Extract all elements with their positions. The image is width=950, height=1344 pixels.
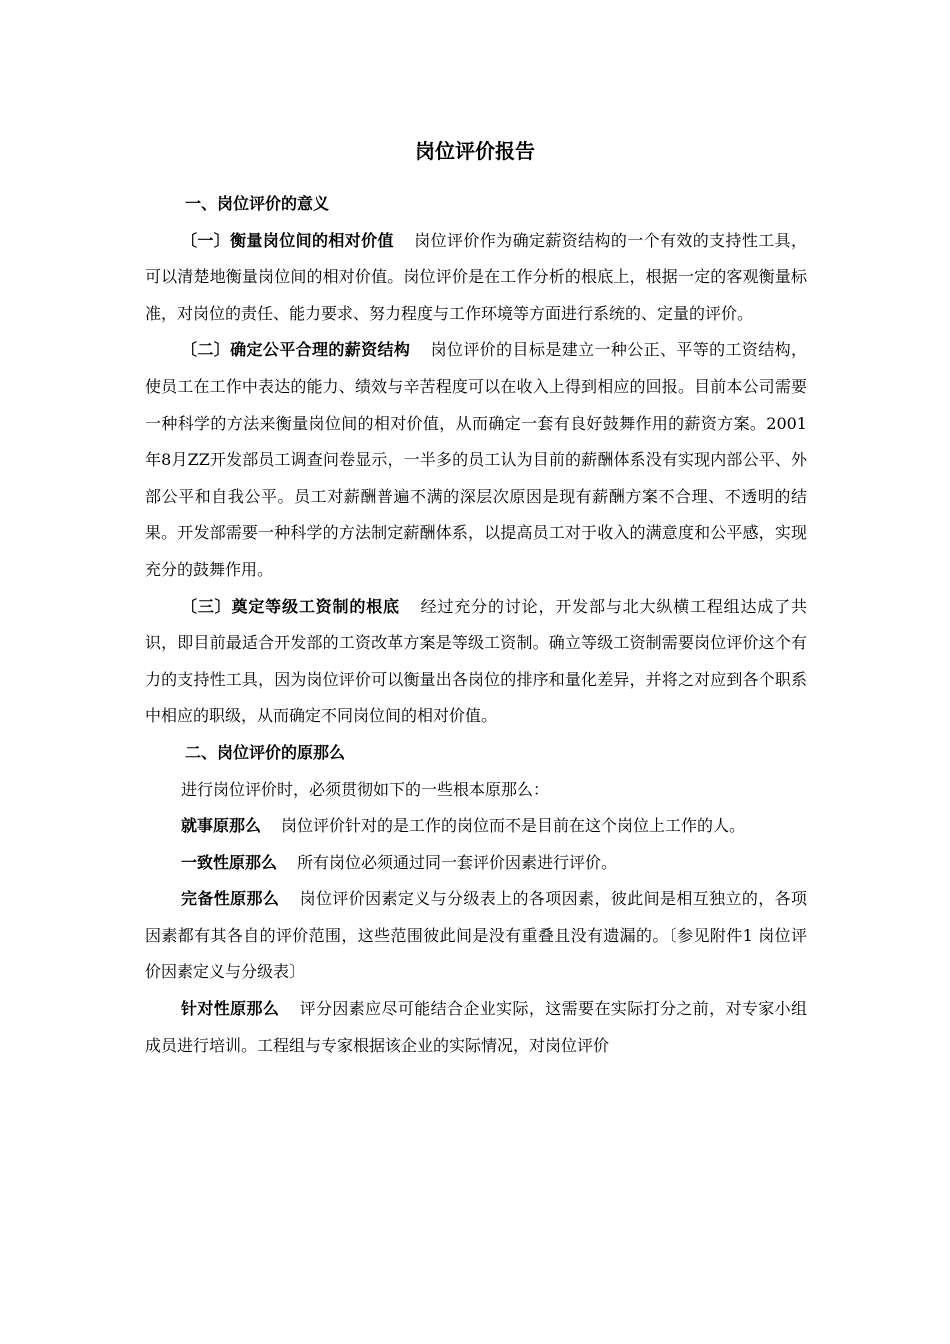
paragraph-lead: 针对性原那么 (181, 999, 280, 1019)
section-heading: 二、岗位评价的原那么 (185, 742, 346, 762)
paragraph-text: 经过充分的讨论，开发部与北大纵横工程组达成了共识，即目前最适合开发部的工资改革方案是等级工资制。确立等级工资制需要岗位评价这个有力的支持性工具，因为岗位评价可以衡量出各岗位的排序和量化差异，并将之对应到各个职系中相应的职级，从而确定不同岗位间的相对价值。 (145, 596, 807, 726)
paragraph (145, 881, 807, 991)
paragraph-text: 岗位评价针对的是工作的岗位而不是目前在这个岗位上工作的人。 (281, 816, 746, 836)
paragraph-lead: 〔三〕奠定等级工资制的根底 (181, 596, 400, 616)
paragraph-text: 所有岗位必须通过同一套评价因素进行评价。 (297, 852, 618, 872)
document-body (145, 186, 807, 1064)
paragraph (145, 223, 807, 333)
paragraph (145, 845, 807, 882)
paragraph (145, 772, 807, 809)
paragraph-lead: 〔二〕确定公平合理的薪资结构 (181, 340, 411, 360)
paragraph-lead: 完备性原那么 (181, 889, 280, 909)
paragraph (145, 808, 807, 845)
document-title: 岗位评价报告 (415, 139, 535, 163)
paragraph-text: 进行岗位评价时，必须贯彻如下的一些根本原那么： (181, 779, 550, 799)
paragraph (145, 589, 807, 735)
paragraph (145, 991, 807, 1064)
paragraph-text: 评分因素应尽可能结合企业实际，这需要在实际打分之前，对专家小组成员进行培训。工程组与专家根据该企业的实际情况，对岗位评价 (145, 999, 807, 1055)
paragraph-text: 岗位评价因素定义与分级表上的各项因素，彼此间是相互独立的，各项因素都有其各自的评价范围，这些范围彼此间是没有重叠且没有遗漏的。〔参见附件1 岗位评价因素定义与分级表〕 (145, 889, 807, 982)
section-heading: 一、岗位评价的意义 (185, 194, 330, 213)
paragraph-text: 岗位评价的目标是建立一种公正、平等的工资结构，使员工在工作中表达的能力、绩效与辛苦程度可以在收入上得到相应的回报。目前本公司需要一种科学的方法来衡量岗位间的相对价值，从而确定一套有良好鼓舞作用的薪资方案。2001年8月ZZ开发部员工调查问卷显示，一半多的员工认为目前的薪酬体系没有实现内部公平、外部公平和自我公平。员工对薪酬普遍不满的深层次原因是现有薪酬方案不合理、不透明的结果。开发部需要一种科学的方法制定薪酬体系，以提高员工对于收入的满意度和公平感，实现充分的鼓舞作用。 (145, 340, 807, 579)
paragraph-lead: 〔一〕衡量岗位间的相对价值 (181, 230, 394, 250)
paragraph-lead: 就事原那么 (181, 816, 262, 836)
paragraph-lead: 一致性原那么 (181, 852, 278, 872)
paragraph-text: 岗位评价作为确定薪资结构的一个有效的支持性工具，可以清楚地衡量岗位间的相对价值。岗位评价是在工作分析的根底上，根据一定的客观衡量标准，对岗位的责任、能力要求、努力程度与工作环境等方面进行系统的、定量的评价。 (145, 230, 807, 323)
paragraph (145, 332, 807, 588)
